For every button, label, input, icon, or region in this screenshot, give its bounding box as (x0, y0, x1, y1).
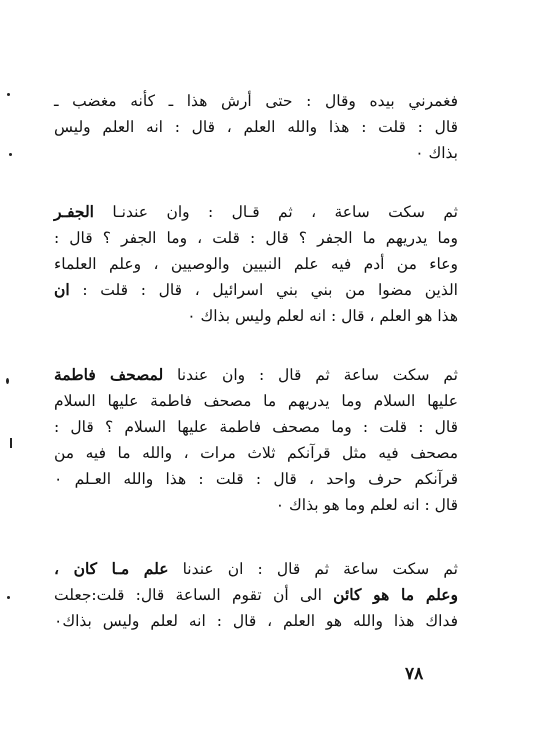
text-line: بذاك ٠ (415, 144, 458, 162)
bold-term: علم مـا كان ، (54, 559, 169, 578)
bold-term: ان (54, 280, 70, 299)
text-line: قال : قلت : وما مصحف فاطمة عليها السلام ؟ قال : (54, 418, 458, 436)
scan-mark (10, 438, 12, 448)
bold-term: وعلم ما هو كائن (333, 585, 458, 604)
text-line: وعلم ما هو كائن الى أن تقوم الساعة قال: قلت:جعلت (54, 585, 458, 604)
text-line: فداك هذا والله هو العلم ، قال : انه لعلم وليس بذاك٠ (54, 612, 458, 630)
text-line: قال : قلت : هذا والله العلم ، قال : انه العلم وليس (54, 118, 458, 136)
text-line: ثم سكت ساعة ، ثم قـال : وان عندنـا الجفـر (54, 202, 458, 221)
text-line: الذين مضوا من بني بني اسرائيل ، قال : قلت : ان (54, 280, 458, 299)
text-line: ثم سكت ساعة ثم قال : وان عندنا لمصحف فاطمة (54, 365, 458, 384)
text-line: وما يدريهم ما الجفر ؟ قال : قلت ، وما الجفر ؟ قال : (54, 229, 458, 247)
paragraph-2 (54, 199, 458, 329)
scan-mark (9, 153, 12, 156)
text-line: عليها السلام وما يدريهم ما مصحف فاطمة عليها السلام (54, 392, 458, 410)
paragraph-4 (54, 556, 458, 634)
scan-mark (7, 596, 10, 599)
bold-term: الجفـر (54, 202, 94, 221)
paragraph-1 (54, 88, 458, 166)
text-line: قال : انه لعلم وما هو بذاك ٠ (275, 496, 458, 514)
scan-mark (7, 93, 10, 96)
text-line: قرآنكم حرف واحد ، قال : قلت : هذا والله العـلم ٠ (54, 470, 458, 488)
text-line: هذا هو العلم ، قال : انه لعلم وليس بذاك ٠ (187, 307, 458, 325)
scan-mark (6, 378, 9, 384)
bold-term: لمصحف فاطمة (54, 365, 164, 384)
paragraph-3 (54, 362, 458, 518)
text-line: وعاء من أدم فيه علم النبيين والوصيين ، وعلم العلماء (54, 255, 458, 273)
text-line: ثم سكت ساعة ثم قال : ان عندنا علم مـا كان ، (54, 559, 458, 578)
page-number: ٧٨ (405, 664, 424, 684)
text-line: مصحف فيه مثل قرآنكم ثلاث مرات ، والله ما فيه من (54, 444, 458, 462)
text-line: فغمرني بيده وقال : حتى أرش هذا ـ كأنه مغضب ـ (54, 92, 458, 110)
